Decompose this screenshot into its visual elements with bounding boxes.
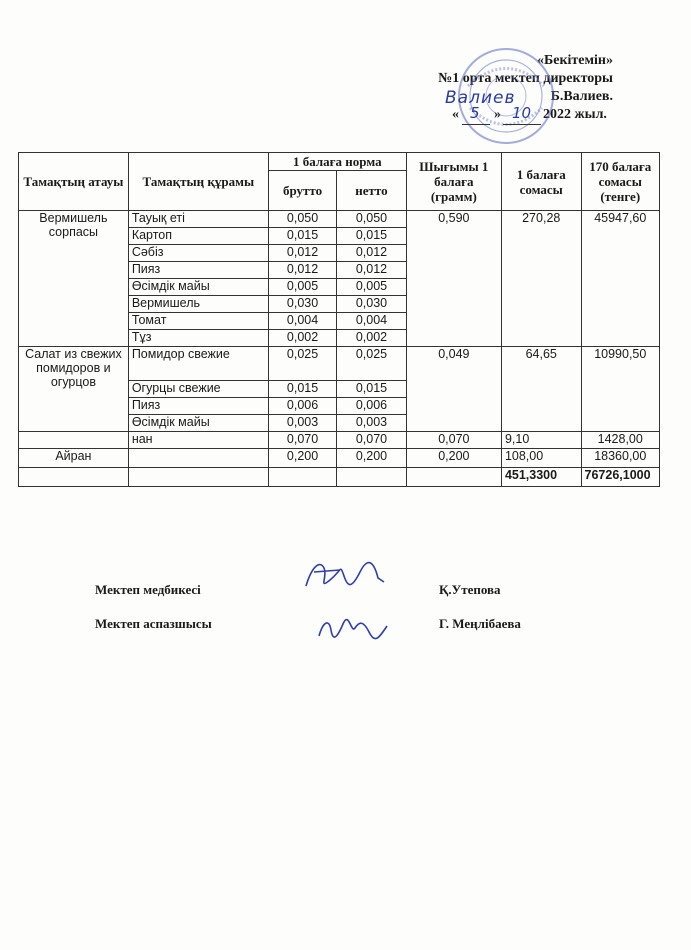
table-row bbox=[19, 347, 660, 381]
brutto-value: 0,070 bbox=[268, 432, 336, 449]
netto-value: 0,005 bbox=[337, 279, 406, 296]
sum-170-value: 18360,00 bbox=[581, 449, 659, 468]
netto-value: 0,070 bbox=[337, 432, 406, 449]
ingredient-name: Өсімдік майы bbox=[128, 279, 268, 296]
sum-1-value: 108,00 bbox=[501, 449, 581, 468]
table-row bbox=[19, 211, 660, 228]
ingredient-name: нан bbox=[128, 432, 268, 449]
brutto-value: 0,003 bbox=[268, 415, 336, 432]
ingredient-name: Өсімдік майы bbox=[128, 415, 268, 432]
netto-value: 0,004 bbox=[337, 313, 406, 330]
ingredient-name: Сәбіз bbox=[128, 245, 268, 262]
netto-value: 0,003 bbox=[337, 415, 406, 432]
header-output: Шығымы 1 балаға (грамм) bbox=[406, 153, 501, 211]
brutto-value: 0,015 bbox=[268, 381, 336, 398]
output-value: 0,200 bbox=[406, 449, 501, 468]
ingredient-name: Картоп bbox=[128, 228, 268, 245]
sum-170-value: 1428,00 bbox=[581, 432, 659, 449]
empty-cell bbox=[337, 468, 406, 487]
header-netto: нетто bbox=[337, 171, 406, 211]
ingredient-name: Вермишель bbox=[128, 296, 268, 313]
empty-cell bbox=[268, 468, 336, 487]
header-composition: Тамақтың құрамы bbox=[128, 153, 268, 211]
approval-line-2: №1 орта мектеп директоры bbox=[438, 71, 613, 86]
netto-value: 0,002 bbox=[337, 330, 406, 347]
approval-line-3: Б.Валиев. bbox=[550, 89, 613, 104]
approval-line-1: «Бекітемін» bbox=[536, 53, 613, 68]
ingredient-name: Томат bbox=[128, 313, 268, 330]
ingredient-name: Тауық еті bbox=[128, 211, 268, 228]
brutto-value: 0,012 bbox=[268, 262, 336, 279]
netto-value: 0,025 bbox=[337, 347, 406, 381]
ingredient-name: Пияз bbox=[128, 262, 268, 279]
netto-value: 0,200 bbox=[337, 449, 406, 468]
day-underline bbox=[462, 124, 490, 125]
brutto-value: 0,050 bbox=[268, 211, 336, 228]
netto-value: 0,006 bbox=[337, 398, 406, 415]
netto-value: 0,030 bbox=[337, 296, 406, 313]
empty-cell bbox=[406, 468, 501, 487]
handwritten-day: 5 bbox=[470, 104, 480, 122]
header-brutto: брутто bbox=[268, 171, 336, 211]
netto-value: 0,012 bbox=[337, 245, 406, 262]
sum-1-value: 9,10 bbox=[501, 432, 581, 449]
output-value: 0,049 bbox=[406, 347, 501, 432]
brutto-value: 0,012 bbox=[268, 245, 336, 262]
director-handwritten-signature: Валиев bbox=[445, 88, 516, 108]
dish-name: Вермишель сорпасы bbox=[19, 211, 129, 347]
netto-value: 0,012 bbox=[337, 262, 406, 279]
sum-1-value: 64,65 bbox=[501, 347, 581, 432]
empty-cell bbox=[19, 468, 129, 487]
brutto-value: 0,004 bbox=[268, 313, 336, 330]
nurse-signature-scribble bbox=[300, 558, 390, 594]
empty-cell bbox=[19, 432, 129, 449]
empty-cell bbox=[128, 449, 268, 468]
brutto-value: 0,030 bbox=[268, 296, 336, 313]
menu-table-body bbox=[19, 211, 660, 487]
brutto-value: 0,015 bbox=[268, 228, 336, 245]
cook-signature-scribble bbox=[315, 612, 395, 642]
table-row bbox=[19, 449, 660, 468]
total-sum-1: 451,3300 bbox=[501, 468, 581, 487]
sum-170-value: 45947,60 bbox=[581, 211, 659, 347]
header-norm: 1 балаға норма bbox=[268, 153, 406, 171]
header-sum-170: 170 балаға сомасы (тенге) bbox=[581, 153, 659, 211]
netto-value: 0,015 bbox=[337, 381, 406, 398]
brutto-value: 0,025 bbox=[268, 347, 336, 381]
total-sum-170: 76726,1000 bbox=[581, 468, 659, 487]
approval-date-open: « bbox=[452, 107, 459, 122]
ingredient-name: Огурцы свежие bbox=[128, 381, 268, 398]
sum-1-value: 270,28 bbox=[501, 211, 581, 347]
netto-value: 0,015 bbox=[337, 228, 406, 245]
output-value: 0,070 bbox=[406, 432, 501, 449]
approval-year: 2022 жыл. bbox=[543, 107, 607, 122]
nurse-title: Мектеп медбикесі bbox=[95, 582, 201, 597]
brutto-value: 0,200 bbox=[268, 449, 336, 468]
sum-170-value: 10990,50 bbox=[581, 347, 659, 432]
ingredient-name: Помидор свежие bbox=[128, 347, 268, 381]
brutto-value: 0,002 bbox=[268, 330, 336, 347]
dish-name: Айран bbox=[19, 449, 129, 468]
brutto-value: 0,005 bbox=[268, 279, 336, 296]
header-dish-name: Тамақтың атауы bbox=[19, 153, 129, 211]
dish-name: Салат из свежих помидоров и огурцов bbox=[19, 347, 129, 432]
approval-date-close: » bbox=[494, 107, 501, 122]
cook-title: Мектеп аспазшысы bbox=[95, 616, 212, 631]
menu-table bbox=[18, 152, 660, 487]
table-row bbox=[19, 432, 660, 449]
brutto-value: 0,006 bbox=[268, 398, 336, 415]
handwritten-month: 10 bbox=[512, 104, 532, 122]
ingredient-name: Пияз bbox=[128, 398, 268, 415]
header-sum-1: 1 балаға сомасы bbox=[501, 153, 581, 211]
nurse-name: Қ.Утепова bbox=[439, 582, 501, 597]
month-underline bbox=[503, 124, 541, 125]
output-value: 0,590 bbox=[406, 211, 501, 347]
netto-value: 0,050 bbox=[337, 211, 406, 228]
cook-name: Г. Меңлібаева bbox=[439, 616, 521, 631]
total-row bbox=[19, 468, 660, 487]
empty-cell bbox=[128, 468, 268, 487]
ingredient-name: Тұз bbox=[128, 330, 268, 347]
